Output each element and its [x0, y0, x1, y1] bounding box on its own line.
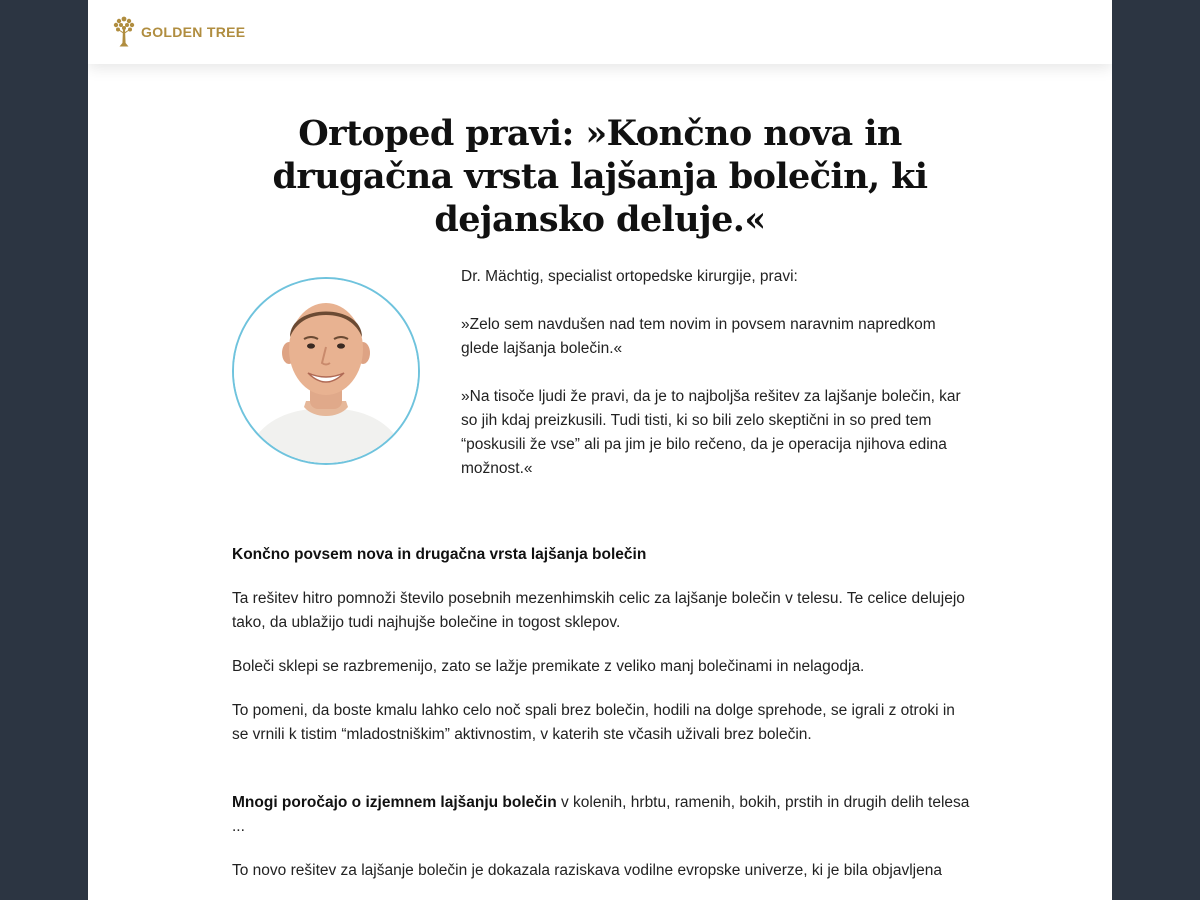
header-bar — [88, 0, 1112, 64]
doctor-portrait-image — [234, 279, 418, 463]
page-title: Ortoped pravi: »Končno nova in drugačna vrsta lajšanja bolečin, ki dejansko deluje.« — [272, 113, 928, 240]
doctor-quote-2: »Na tisoče ljudi že pravi, da je to najboljša rešitev za lajšanje bolečin, kar so jih kdaj preizkusili. Tudi tisti, ki so bili zelo skeptični in so pred tem “poskusili že vse” ali pa jim je bilo rečeno, da je operacija njihova edina možnost.« — [461, 388, 961, 477]
tree-icon — [112, 15, 136, 49]
brand-logo[interactable] — [112, 15, 245, 49]
article-paragraph-3: To pomeni, da boste kmalu lahko celo noč spali brez bolečin, hodili na dolge sprehode, se igrali z otroki in se vrnili k tistim “mladostniškim” aktivnostim, v katerih ste včasih uživali brez bolečin. — [232, 702, 955, 743]
doctor-avatar — [232, 277, 420, 465]
article-paragraph-2: Boleči sklepi se razbremenijo, zato se lažje premikate z veliko manj bolečinami in nelagodja. — [232, 658, 865, 675]
article-paragraph-4 — [232, 791, 972, 839]
article-body — [232, 543, 972, 900]
article-paragraph-4-bold: Mnogi poročajo o izjemnem lajšanju bolečin — [232, 794, 557, 811]
doctor-quote-1: »Zelo sem navdušen nad tem novim in povsem naravnim napredkom glede lajšanja bolečin.« — [461, 316, 936, 357]
article-paragraph-5: To novo rešitev za lajšanje bolečin je dokazala raziskava vodilne evropske univerze, ki je bila objavljena — [232, 862, 942, 879]
doctor-quote-block — [461, 265, 961, 505]
article-paragraph-4-rest: v kolenih, hrbtu, ramenih, bokih, prstih in drugih delih telesa ... — [232, 794, 970, 835]
brand-name: GOLDEN TREE — [141, 24, 246, 40]
article-subheading: Končno povsem nova in drugačna vrsta lajšanja bolečin — [232, 546, 647, 563]
page — [88, 0, 1112, 900]
article-paragraph-1: Ta rešitev hitro pomnoži število posebnih mezenhimskih celic za lajšanje bolečin v telesu. Te celice delujejo tako, da ublažijo tudi najhujše bolečine in togost sklepov. — [232, 590, 965, 631]
doctor-intro: Dr. Mächtig, specialist ortopedske kirurgije, pravi: — [461, 268, 798, 285]
